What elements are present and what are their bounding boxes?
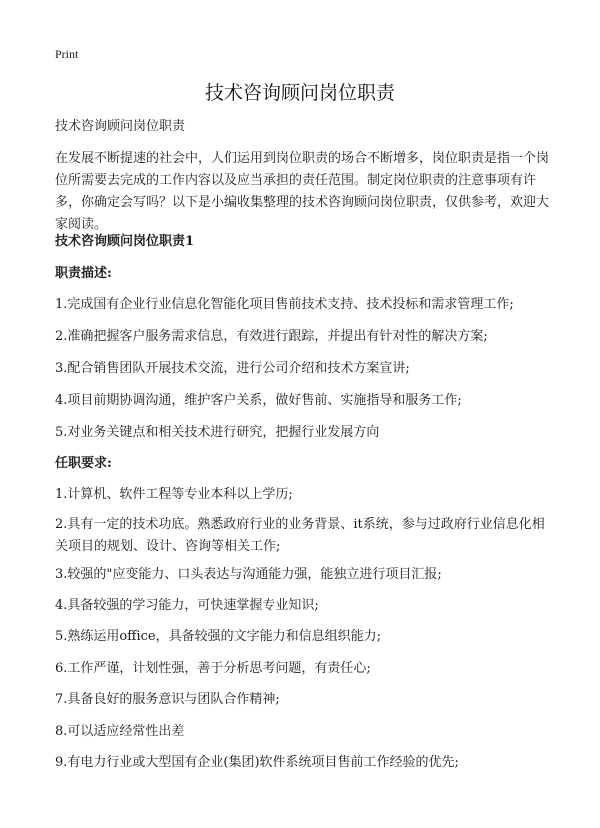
duty-item: 4.项目前期协调沟通，维护客户关系，做好售前、实施指导和服务工作;	[55, 393, 462, 408]
section-heading: 技术咨询顾问岗位职责1	[55, 234, 195, 249]
requirement-item: 4.具备较强的学习能力，可快速掌握专业知识;	[55, 598, 319, 613]
duty-item: 3.配合销售团队开展技术交流，进行公司介绍和技术方案宣讲;	[55, 361, 410, 376]
print-label: Print	[55, 47, 79, 61]
duties-heading: 职责描述:	[55, 266, 112, 281]
document-subtitle: 技术咨询顾问岗位职责	[55, 119, 186, 134]
requirement-item: 2.具有一定的技术功底。熟悉政府行业的业务背景、it系统，参与过政府行业信息化相关项目的规划、设计、咨询等相关工作;	[55, 517, 545, 554]
duty-item: 2.准确把握客户服务需求信息，有效进行跟踪，并提出有针对性的解决方案;	[55, 329, 488, 344]
requirement-item: 3.较强的"应变能力、口头表达与沟通能力强，能独立进行项目汇报;	[55, 567, 442, 582]
requirement-item: 7.具备良好的服务意识与团队合作精神;	[55, 692, 280, 707]
requirement-item: 5.熟练运用office，具备较强的文字能力和信息组织能力;	[55, 629, 381, 644]
requirement-item: 1.计算机、软件工程等专业本科以上学历;	[55, 487, 293, 502]
duty-item: 1.完成国有企业行业信息化智能化项目售前技术支持、技术投标和需求管理工作;	[55, 297, 514, 312]
intro-paragraph: 在发展不断提速的社会中，人们运用到岗位职责的场合不断增多，岗位职责是指一个岗位所需要去完成的工作内容以及应当承担的责任范围。制定岗位职责的注意事项有许多，你确定会写吗？以下是小编收集整理的技术咨询顾问岗位职责，仅供参考，欢迎大家阅读。	[55, 151, 550, 232]
requirement-item: 9.有电力行业或大型国有企业(集团)软件系统项目售前工作经验的优先;	[55, 755, 459, 770]
requirements-heading: 任职要求:	[55, 456, 112, 471]
duty-item: 5.对业务关键点和相关技术进行研究，把握行业发展方向	[55, 425, 380, 440]
requirement-item: 6.工作严谨，计划性强，善于分析思考问题，有责任心;	[55, 661, 371, 676]
document-title: 技术咨询顾问岗位职责	[204, 82, 395, 104]
requirement-item: 8.可以适应经常性出差	[55, 724, 185, 739]
